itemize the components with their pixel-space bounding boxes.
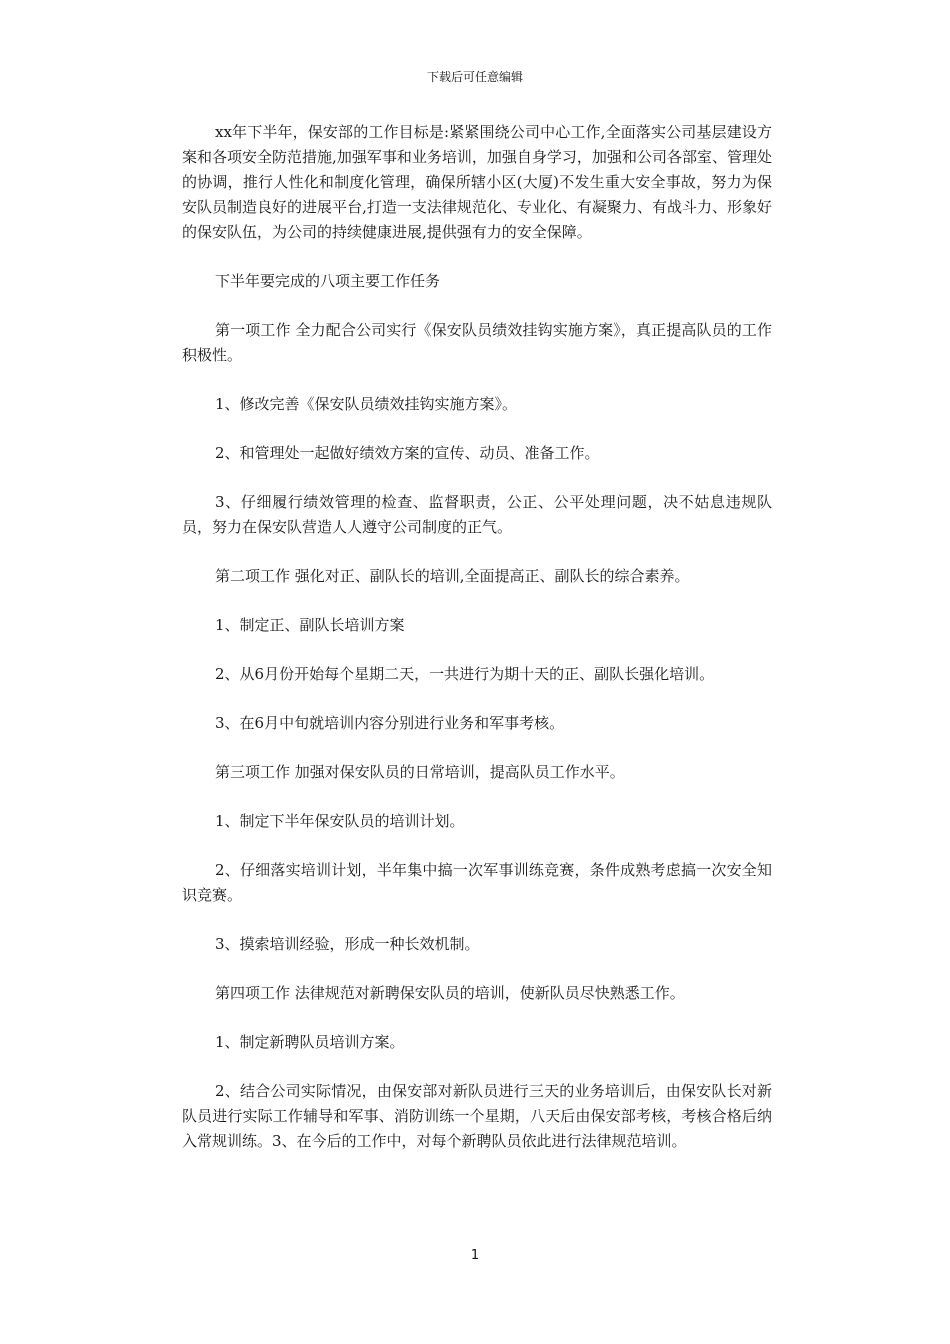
- paragraph-task-2-item-1: 1、制定正、副队长培训方案: [215, 616, 405, 634]
- paragraph-task-1-item-2: 2、和管理处一起做好绩效方案的宣传、动员、准备工作。: [215, 444, 600, 462]
- paragraph-task-4: 第四项工作 法律规范对新聘保安队员的培训，使新队员尽快熟悉工作。: [215, 984, 685, 1002]
- paragraph-task-3: 第三项工作 加强对保安队员的日常培训，提高队员工作水平。: [215, 763, 625, 781]
- paragraph-task-1: 第一项工作 全力配合公司实行《保安队员绩效挂钩实施方案》，真正提高队员的工作积极性。: [182, 321, 772, 364]
- paragraph-task-4-item-2: 2、结合公司实际情况，由保安部对新队员进行三天的业务培训后，由保安队长对新队员进行实际工作辅导和军事、消防训练一个星期，八天后由保安部考核，考核合格后纳入常规训练。3、在今后的工作中，对每个新聘队员依此进行法律规范培训。: [182, 1082, 772, 1150]
- paragraph-task-3-item-3: 3、摸索培训经验，形成一种长效机制。: [215, 935, 480, 953]
- paragraph-section-heading: 下半年要完成的八项主要工作任务: [215, 272, 441, 290]
- paragraph-intro: xx年下半年，保安部的工作目标是:紧紧围绕公司中心工作,全面落实公司基层建设方案和各项安全防范措施,加强军事和业务培训，加强自身学习，加强和公司各部室、管理处的协调，推行人性化和制度化管理，确保所辖小区(大厦)不发生重大安全事故，努力为保安队员制造良好的进展平台,打造一支法律规范化、专业化、有凝聚力、有战斗力、形象好的保安队伍，为公司的持续健康进展,提供强有力的安全保障。: [182, 123, 772, 241]
- paragraph-task-4-item-1: 1、制定新聘队员培训方案。: [215, 1033, 405, 1051]
- page-header: 下载后可任意编辑: [426, 70, 523, 84]
- paragraph-task-1-item-1: 1、修改完善《保安队员绩效挂钩实施方案》。: [215, 395, 518, 413]
- page-number: 1: [470, 1248, 480, 1263]
- document-body: [182, 120, 772, 1154]
- paragraph-task-3-item-1: 1、制定下半年保安队员的培训计划。: [215, 812, 465, 830]
- paragraph-task-1-item-3: 3、仔细履行绩效管理的检查、监督职责，公正、公平处理问题，决不姑息违规队员，努力在保安队营造人人遵守公司制度的正气。: [182, 493, 772, 536]
- paragraph-task-2-item-3: 3、在6月中旬就培训内容分别进行业务和军事考核。: [215, 714, 565, 732]
- paragraph-task-2: 第二项工作 强化对正、副队长的培训,全面提高正、副队长的综合素养。: [215, 567, 690, 585]
- paragraph-task-3-item-2: 2、仔细落实培训计划，半年集中搞一次军事训练竞赛，条件成熟考虑搞一次安全知识竞赛。: [182, 861, 772, 904]
- paragraph-task-2-item-2: 2、从6月份开始每个星期二天，一共进行为期十天的正、副队长强化培训。: [215, 665, 715, 683]
